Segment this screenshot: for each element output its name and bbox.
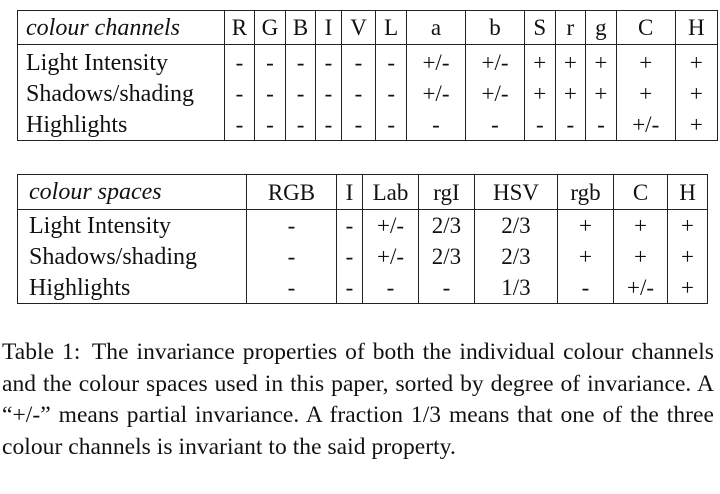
table-row [18, 241, 708, 272]
table-cell: - [285, 78, 316, 109]
column-header: L [376, 11, 407, 45]
colour-spaces-table [17, 174, 708, 304]
header-label: colour channels [18, 11, 225, 45]
column-header: H [668, 175, 708, 210]
table-cell: - [376, 45, 407, 79]
column-header: B [285, 11, 316, 45]
table-cell: - [247, 210, 337, 242]
column-header: rgI [419, 175, 475, 210]
table-cell: +/- [363, 241, 419, 272]
column-header: a [406, 11, 465, 45]
column-header: I [316, 11, 341, 45]
table-cell: - [285, 109, 316, 141]
caption-label: Table 1: [2, 339, 81, 365]
column-header: H [675, 11, 717, 45]
table-cell: - [586, 109, 617, 141]
table-cell: + [668, 210, 708, 242]
colour-channels-table [17, 10, 718, 141]
row-label: Highlights [29, 274, 131, 301]
header-label: colour spaces [18, 175, 247, 210]
table-cell: - [316, 78, 341, 109]
table-cell: - [224, 45, 255, 79]
table-row [18, 210, 708, 242]
table-cell: + [555, 45, 586, 79]
header-row [18, 175, 708, 210]
table-cell: +/- [406, 45, 465, 79]
column-header: V [341, 11, 376, 45]
table-cell: 2/3 [475, 241, 558, 272]
table-cell: + [675, 45, 717, 79]
column-header: HSV [475, 175, 558, 210]
column-header: I [337, 175, 363, 210]
table-cell: - [337, 210, 363, 242]
table-row [18, 272, 708, 304]
table-cell: - [255, 78, 286, 109]
table-cell: - [255, 109, 286, 141]
header-row [18, 11, 718, 45]
table-cell: - [406, 109, 465, 141]
row-label: Shadows/shading [29, 243, 197, 270]
table-cell: - [558, 272, 614, 304]
column-header: C [614, 175, 668, 210]
row-label: Highlights [26, 111, 128, 138]
table-cell: - [525, 109, 556, 141]
watermark-overlay [583, 435, 703, 465]
row-label: Light Intensity [26, 49, 168, 76]
table-cell: +/- [363, 210, 419, 242]
table-cell: - [316, 45, 341, 79]
column-header: Lab [363, 175, 419, 210]
table-cell: - [341, 45, 376, 79]
table-cell: + [616, 78, 675, 109]
table-cell: - [419, 272, 475, 304]
row-label: Light Intensity [29, 212, 171, 239]
table-cell: 2/3 [419, 241, 475, 272]
table-cell: + [558, 210, 614, 242]
table-cell: + [614, 241, 668, 272]
table-cell: - [255, 45, 286, 79]
table-cell: - [555, 109, 586, 141]
table-cell: + [586, 45, 617, 79]
table-cell: - [341, 78, 376, 109]
table-cell: - [337, 272, 363, 304]
table-cell: + [586, 78, 617, 109]
table-cell: 2/3 [419, 210, 475, 242]
table-cell: - [247, 272, 337, 304]
column-header: r [555, 11, 586, 45]
column-header: g [586, 11, 617, 45]
table-cell: 1/3 [475, 272, 558, 304]
table-cell: - [341, 109, 376, 141]
table-cell: + [616, 45, 675, 79]
table-cell: - [363, 272, 419, 304]
table-row [18, 78, 718, 109]
table-cell: + [668, 272, 708, 304]
column-header: R [224, 11, 255, 45]
table-cell: +/- [465, 78, 524, 109]
table-cell: - [337, 241, 363, 272]
table-cell: - [376, 109, 407, 141]
table-cell: - [465, 109, 524, 141]
row-label: Shadows/shading [26, 80, 194, 107]
table-cell: - [224, 109, 255, 141]
column-header: C [616, 11, 675, 45]
column-header: RGB [247, 175, 337, 210]
column-header: G [255, 11, 286, 45]
table-cell: - [316, 109, 341, 141]
table-cell: - [285, 45, 316, 79]
table-cell: + [558, 241, 614, 272]
table-cell: + [525, 78, 556, 109]
table-row [18, 45, 718, 79]
table-cell: +/- [614, 272, 668, 304]
table-cell: - [376, 78, 407, 109]
column-header: b [465, 11, 524, 45]
table-cell: + [668, 241, 708, 272]
table-cell: 2/3 [475, 210, 558, 242]
table-cell: - [247, 241, 337, 272]
column-header: rgb [558, 175, 614, 210]
table-cell: + [555, 78, 586, 109]
caption-text: The invariance properties of both the individual colour channels and the colour spaces used in this paper, sorted by degree of invariance. A “+/-” means partial invariance. A fraction 1/3 means that one of the three colour channels is invariant to the said property. [2, 339, 714, 460]
table-cell: + [675, 109, 717, 141]
table-cell: +/- [406, 78, 465, 109]
table-cell: +/- [465, 45, 524, 79]
table-cell: + [525, 45, 556, 79]
table-row [18, 109, 718, 141]
table-cell: - [224, 78, 255, 109]
table-cell: + [614, 210, 668, 242]
column-header: S [525, 11, 556, 45]
table-cell: + [675, 78, 717, 109]
table-cell: +/- [616, 109, 675, 141]
